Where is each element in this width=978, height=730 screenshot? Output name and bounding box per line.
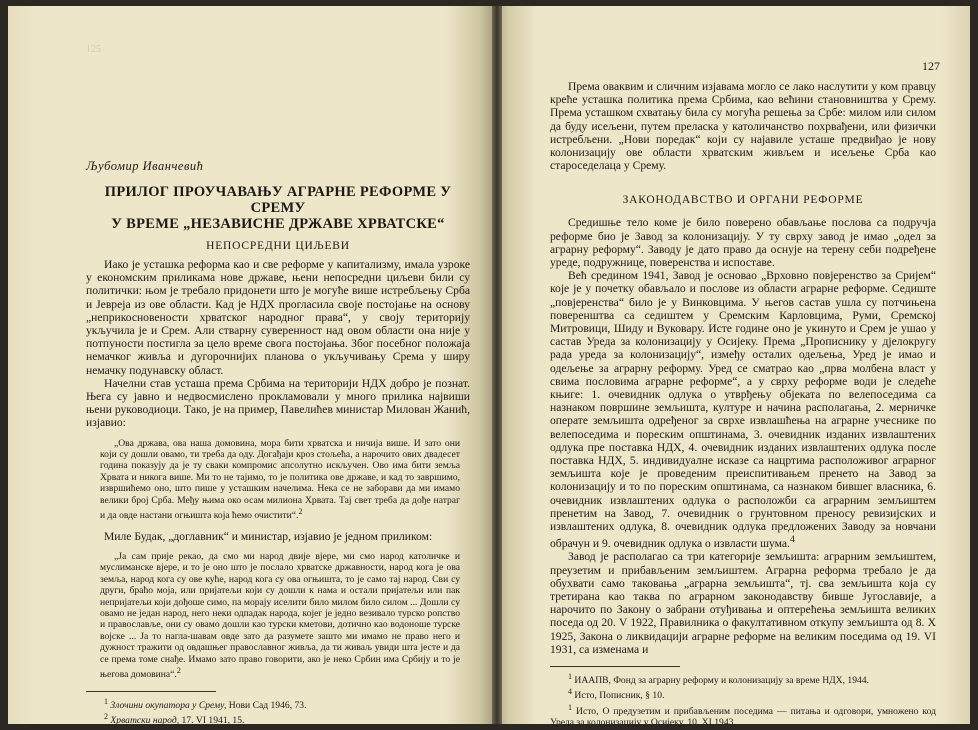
footnote-text: 17. VI 1941, 15. — [181, 715, 245, 727]
body-paragraph — [550, 269, 936, 550]
footnote — [550, 671, 936, 686]
article-title-line-2: У ВРЕМЕ „НЕЗАВИСНЕ ДРЖАВЕ ХРВАТСКЕ“ — [111, 216, 445, 232]
quote-text: „Ја сам прије рекао, да смо ми народ двије вјере, ми смо народ католичке и муслиманске вјере, и то је оно што је послало хрватске државности, народ кога је ова земља, народ кога су ове куће, народ кога су ова огњишта, то је само тај народ. Сви су други, браћо моја, или пријатељи који су дошли к нама и остали пријатељи или пак непријатељи који дођоше симо, па морају иселити било милом било силом ... Дошли су овамо не један народ, него неки одпадак народа, којег је једно везивало турско ропство и православље, они су овамо дошли као турски кметови, дотично као водоноше турске војске ... Ја то нагла-шавам овде зато да разумете зашто ми имамо не право него и дужност тражити од овдашњег православног живља, да ти живаљ увиди шта јесте и да се према томе снађе. Имамо зато право говорити, ако је неко Србин има Србију и то је његова домовина“. — [100, 550, 460, 681]
footnote-number: 1 — [104, 696, 108, 706]
footnote-text: Исто, Пописник, § 10. — [574, 690, 665, 702]
footnote-number: 4 — [568, 687, 572, 697]
footnote-ref: 2 — [298, 507, 303, 517]
book-spine — [492, 6, 502, 724]
footnote-text: Исто, О предузетим и прибављеним поседима — питања и одговори, умножено код Уреда за колонизацију у Осијеку, 10. XI 1943. — [550, 705, 936, 729]
footnote-ref: 4 — [789, 534, 795, 546]
author-name: Љубомир Иванчевић — [86, 159, 204, 173]
body-paragraph: Завод је располагао са три категорије земљишта: аграрним земљиштем, преузетим и прибављеним земљиштем. Аграрна реформа требало је да обухвати само таковања „аграрна земљишта“, тј. сва земљишта која су третирана као таква по аграрном законодавству бивше Југославије, а нарочито по Закону о забрани отуђивања и оптерећења земљишта великих поседа од 20. V 1922, Правилника о факултативном откупу земљишта од 8. X 1925, Закона о ликвидацији аграрне реформе на великим поседима од 19. VI 1931, са изменама и — [550, 550, 936, 656]
footnote — [550, 702, 936, 729]
footnote-title: Злочини окупатора у Срему, — [110, 699, 227, 711]
quote-text: „Ова држава, ова наша домовина, мора бити хрватска и ничија више. И зато они који су дошли овамо, ти треба да оду. Догађаји кроз стољећа, а нарочито ових двадесет година показују да је ту сваки компромис апсолутно искључен. Ово има бити земља Хрвата и никога више. Ми то не тајимо, то је политика ове државе, и кад то завршимо, извршићемо оно, што пише у усташким начелима. Нека се не заборави да ми имамо велики број Срба. Међу њима око осам милиона Хрвата. Тај свет треба да дође натраг и да овде настани огњишта која ћемо очистити“. — [100, 437, 460, 522]
block-quote — [100, 438, 460, 522]
article-title-line-1: ПРИЛОГ ПРОУЧАВАЊУ АГРАРНЕ РЕФОРМЕ У СРЕМУ — [104, 184, 452, 216]
footnote-number: 1 — [568, 702, 572, 712]
section-heading: НЕПОСРЕДНИ ЦИЉЕВИ — [206, 240, 350, 252]
footnote-rule — [86, 691, 216, 692]
article-title — [86, 184, 470, 232]
footnote-text: ИААПВ, Фонд за аграрну реформу и колонизацију за време НДХ, 1944. — [574, 675, 869, 687]
footnote-number: 2 — [104, 711, 108, 721]
page-number: 127 — [922, 59, 940, 73]
footnote — [86, 696, 470, 711]
section-heading: ЗАКОНОДАВСТВО И ОРГАНИ РЕФОРМЕ — [622, 194, 864, 207]
footnote-text: Нови Сад 1946, 73. — [228, 699, 307, 711]
body-paragraph: Миле Будак, „доглавник“ и министар, изјавио је једном приликом: — [104, 529, 433, 543]
book-spread — [8, 6, 970, 729]
body-paragraph: Средишње тело коме је било поверено обављање послова са подручја реформе био је Завод за колонизацију. У ту сврху завод је имао „одел за аграрну реформу“. Заводу је дато право да оснује на терену себи подређене уреде, подружнице, поверенства и испоставе. — [550, 216, 936, 270]
footnote-title: Хрватски народ, — [110, 715, 180, 727]
footnote — [550, 686, 936, 701]
block-quote — [100, 551, 460, 681]
paragraph-text: Већ средином 1941, Завод је основао „Врховно повјеренство за Сријем“ које је у почетку обављало и послове из области аграрне реформе. Седиште „повјеренства“ било је у Винковцима. У његов састав ушла су потчињена поверенштва са седиштем у Сремским Карловцима, Руми, Сремској Митровици, Шиду и Вуковару. Исте године оно је укинуто и Срем је ушао у састав Уреда за колонизацију у Осијеку. Према „Прописнику у дјелокругу рада уреда за колонизацију“, између осталих одељења, Уред је имао и одељење за аграрну реформу. Уред се сматрао као „прва молбена власт у свима пословима аграрне реформе“, а у сврху реформе води је следеће књиге: 1. очевидник одлука о утврђењу објеката по велепоседима са назнаком површине земљишта, културе и начина располагања, 2. мерничке операте земљишта одређеног за сврхе извлашћења на аграрне учеснике по велепоседима и пореским општинама, 3. очевидник изданих извлаштених одлука пре поставка НДХ, 4. очевидник изданих извлаштених одлука после поставка НДХ, 5. индивидуалне исказе са нацртима расположивог аграрног земљишта које је проведеним преиспитивањем пренето на Завод за колонизацију и то по пореским општинама, са назнаком бившег власника, 6. очевидник извлаштених одлука о расположби са аграрним земљиштем пренетим на Завод, 7. очевидник о грунтовном преносу ревизијских и извлаштених одлука, 8. очевидник одлука предложених Заводу за новчани обрачун и 9. очевидник одлука о извласти шума. — [550, 269, 936, 551]
footnote-ref: 2 — [176, 665, 181, 675]
footnote-number: 1 — [568, 671, 572, 681]
footnote-rule — [550, 666, 680, 667]
bleed-through-text: 125 — [86, 44, 101, 55]
left-page — [8, 6, 494, 727]
footnote — [86, 711, 470, 726]
body-paragraph: Начелни став усташа према Србима на територији НДХ добро је познат. Њега су јавно и недвосмислено прокламовали у много прилика највиши њени руководиоци. Тако, је на пример, Павелићев министар Милован Жанић, изјавио: — [86, 376, 470, 430]
right-page — [494, 6, 970, 729]
body-paragraph: Према оваквим и сличним изјавама могло се лако наслутити у ком правцу креће усташка политика према Србима, као већини становништва у Срему. Према усташком схватању била су могућа решења за Србе: милом или силом да буду исељени, путем преласка у католичанство похрвађени, или физички истребљени. „Нови поредак“ који су најавиле усташе предвиђао је нову колонизацију ове области хрватским живљем и исељење Срба као староседелаца у Срему. — [550, 80, 936, 173]
body-paragraph: Иако је усташка реформа као и све реформе у капитализму, имала узроке у економским приликама нове државе, њени непосредни циљеви били су политички: њом је требало придонети што је могуће више истребљењу Срба и Јевреја из ове области. Кад је НДХ прогласила своје постојање на основу „неприкосновености хрватског народног права“, у своју територију укључила је и Срем. Али стварну суверенност над овом области она није у потпуности постигла за цело време свога постојања. Због посебног положаја немачког живља и дугорочнијих планова о укључивању Срема у ширу немачку подунавску област. — [86, 258, 470, 377]
